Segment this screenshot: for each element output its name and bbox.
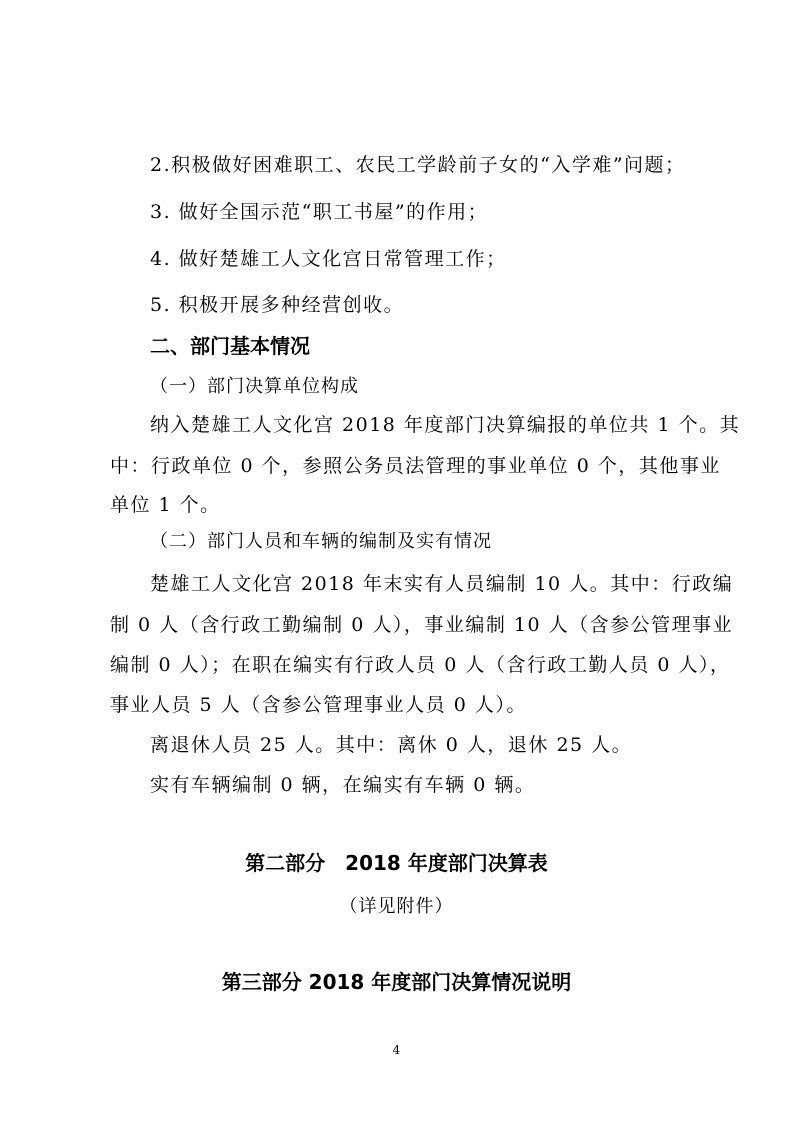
paragraph-retirees: 离退休人员 25 人。其中：离休 0 人，退休 25 人。: [150, 734, 633, 756]
list-item-5: 5. 积极开展多种经营创收。: [150, 294, 405, 316]
paragraph-line: 单位 1 个。: [110, 494, 221, 516]
list-item-2: 2.积极做好困难职工、农民工学龄前子女的“入学难”问题；: [150, 154, 686, 176]
part-two-note: （详见附件）: [339, 896, 454, 917]
list-item-3: 3. 做好全国示范“职工书屋”的作用；: [150, 201, 489, 223]
part-two-title: 第二部分 2018 年度部门决算表: [245, 851, 548, 875]
list-item-4: 4. 做好楚雄工人文化宫日常管理工作；: [150, 248, 507, 270]
section-heading-basic-info: 二、部门基本情况: [150, 334, 310, 358]
paragraph-line: 编制 0 人）；在职在编实有行政人员 0 人（含行政工勤人员 0 人），: [110, 654, 731, 676]
subsection-heading-staff-vehicles: （二）部门人员和车辆的编制及实有情况: [150, 531, 492, 552]
paragraph-line: 楚雄工人文化宫 2018 年末实有人员编制 10 人。其中：行政编: [150, 573, 734, 595]
paragraph-line: 纳入楚雄工人文化宫 2018 年度部门决算编报的单位共 1 个。其: [150, 414, 741, 436]
part-three-title: 第三部分 2018 年度部门决算情况说明: [221, 970, 572, 994]
paragraph-vehicles: 实有车辆编制 0 辆，在编实有车辆 0 辆。: [150, 774, 536, 796]
page-number: 4: [392, 1043, 401, 1057]
paragraph-line: 制 0 人（含行政工勤编制 0 人），事业编制 10 人（含参公管理事业: [110, 614, 734, 636]
paragraph-line: 中：行政单位 0 个，参照公务员法管理的事业单位 0 个，其他事业: [110, 455, 721, 477]
subsection-heading-units: （一）部门决算单位构成: [150, 376, 359, 397]
paragraph-line: 事业人员 5 人（含参公管理事业人员 0 人）。: [110, 694, 527, 716]
